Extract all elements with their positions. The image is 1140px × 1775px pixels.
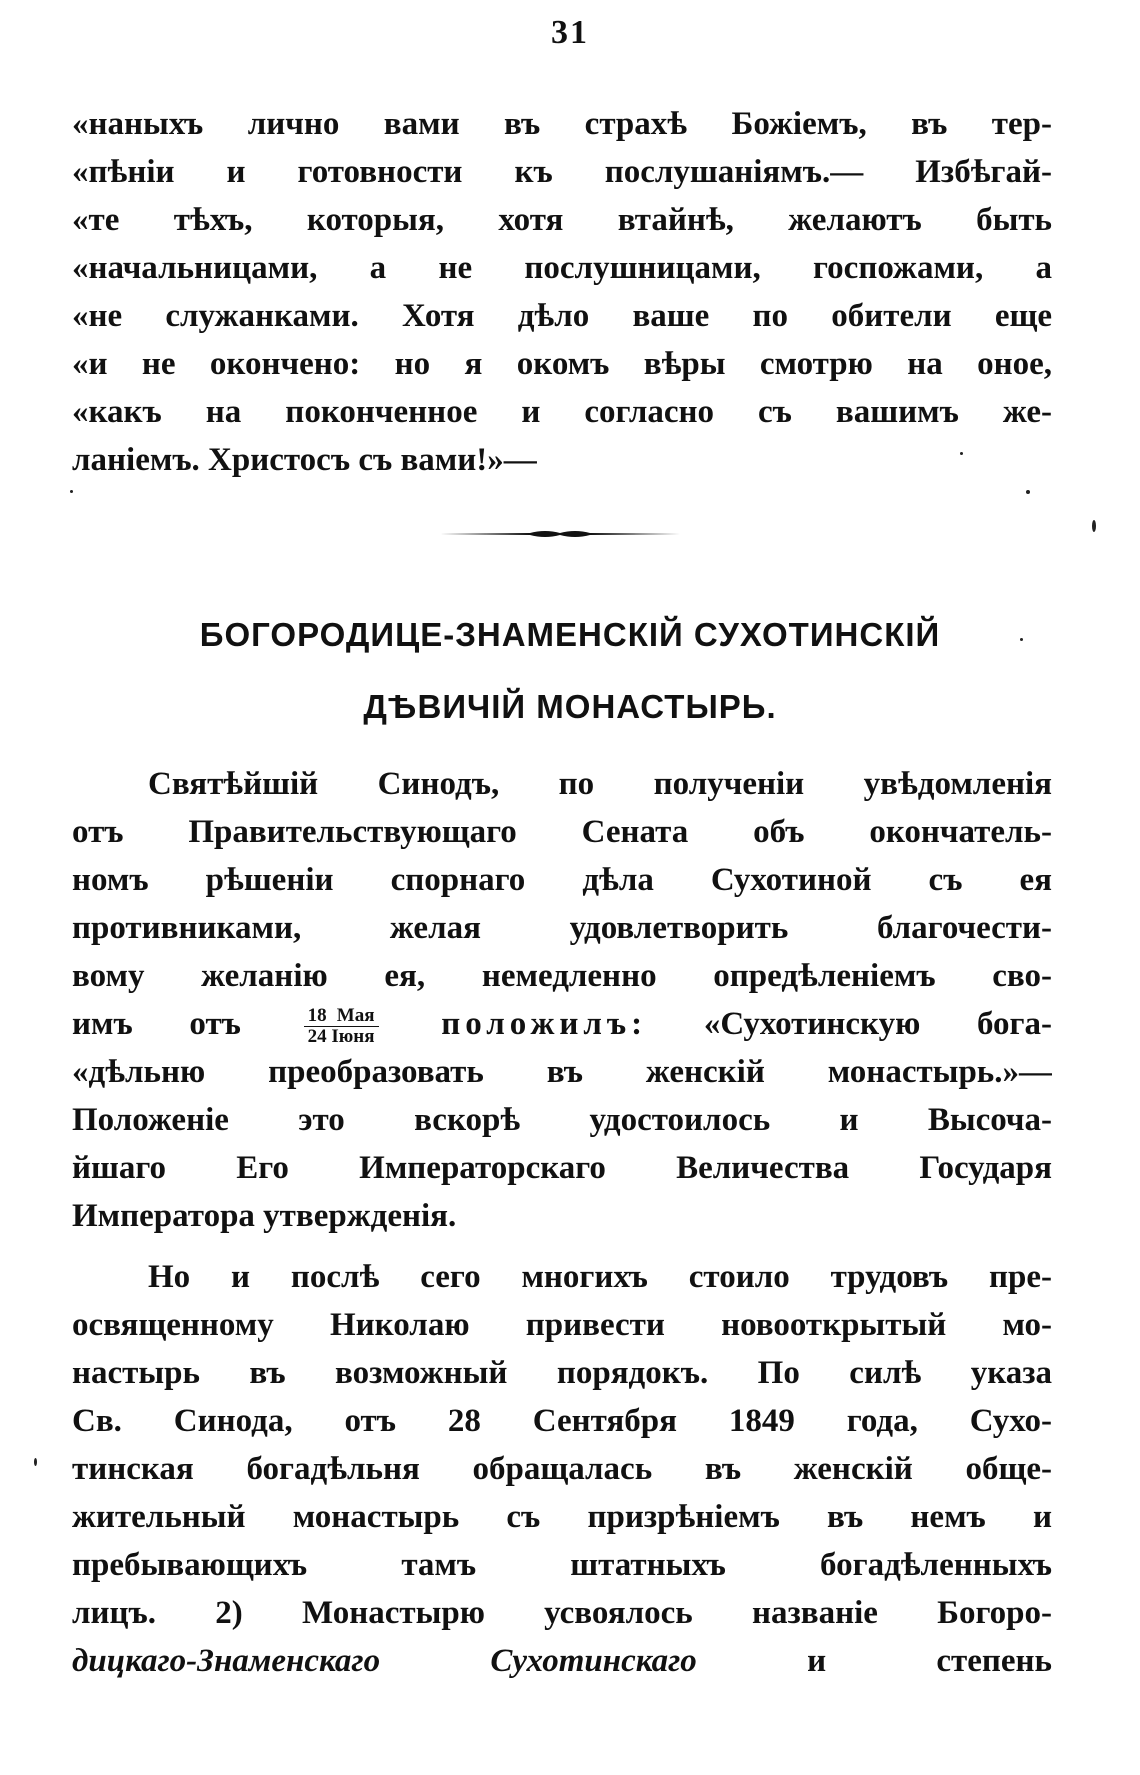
- scan-speck: [960, 452, 963, 455]
- date-fraction: [304, 1006, 379, 1047]
- date-top: 18 Мая: [304, 1006, 379, 1027]
- section-divider: [440, 528, 680, 540]
- text-line: отъ Правительствующаго Сената объ окончатель-: [72, 814, 1052, 850]
- scan-speck: [1092, 520, 1096, 532]
- text-line: «наныхъ лично вами въ страхѣ Божіемъ, въ тер-: [72, 106, 1052, 142]
- text-line: вому желанію ея, немедленно опредѣленіемъ сво-: [72, 958, 1052, 994]
- text-line: настырь въ возможный порядокъ. По силѣ указа: [72, 1355, 1052, 1391]
- text-line: лицъ. 2) Монастырю усвоялось названіе Богоро-: [72, 1595, 1052, 1631]
- line-end: и степень: [807, 1643, 1052, 1679]
- scan-speck: [34, 1458, 37, 1466]
- text-line: «те тѣхъ, которыя, хотя втайнѣ, желаютъ быть: [72, 202, 1052, 238]
- text-line: Но и послѣ сего многихъ стоило трудовъ пре-: [148, 1259, 1052, 1295]
- date-bottom: 24 Іюня: [307, 1025, 375, 1047]
- text-line: «не служанками. Хотя дѣло ваше по обители еще: [72, 298, 1052, 334]
- text-line-italic: [72, 1637, 1052, 1685]
- text-line: жительный монастырь съ призрѣніемъ въ немъ и: [72, 1499, 1052, 1535]
- paragraph-2: [72, 1253, 1052, 1685]
- text-line-with-date: [72, 1000, 1052, 1048]
- page-number: 31: [551, 14, 589, 51]
- text-line: номъ рѣшеніи спорнаго дѣла Сухотиной съ ея: [72, 862, 1052, 898]
- text-line: Положеніе это вскорѣ удостоилось и Высоча-: [72, 1102, 1052, 1138]
- scan-speck: [1020, 638, 1023, 641]
- section-heading-line-2: ДѢВИЧІЙ МОНАСТЫРЬ.: [363, 688, 777, 725]
- italic-name: дицкаго-Знаменскаго Сухотинскаго: [72, 1643, 697, 1679]
- text-line: «пѣніи и готовности къ послушаніямъ.— Избѣгай-: [72, 154, 1052, 190]
- scan-speck: [1026, 490, 1030, 494]
- text-line: ланіемъ. Христосъ съ вами!»—: [72, 442, 537, 478]
- text-line: пребывающихъ тамъ штатныхъ богадѣленныхъ: [72, 1547, 1052, 1583]
- text-line: тинская богадѣльня обращалась въ женскій обще-: [72, 1451, 1052, 1487]
- text-line: противниками, желая удовлетворить благочести-: [72, 910, 1052, 946]
- text-line: освященному Николаю привести новооткрытый мо-: [72, 1307, 1052, 1343]
- text-line: «дѣльню преобразовать въ женскій монастырь.»—: [72, 1054, 1052, 1090]
- section-heading-line-1: БОГОРОДИЦЕ-ЗНАМЕНСКІЙ СУХОТИНСКІЙ: [199, 616, 941, 653]
- continued-quote: [72, 100, 1052, 484]
- line-start: имъ отъ: [72, 1006, 241, 1042]
- text-line: Св. Синода, отъ 28 Сентября 1849 года, Сухо-: [72, 1403, 1052, 1439]
- text-line: «начальницами, а не послушницами, госпожами, а: [72, 250, 1052, 286]
- line-end: «Сухотинскую бога-: [703, 1006, 1052, 1042]
- text-line: «какъ на поконченное и согласно съ вашимъ же-: [72, 394, 1052, 430]
- spaced-word: положилъ:: [441, 1006, 648, 1042]
- text-line: Святѣйшій Синодъ, по полученіи увѣдомленія: [148, 766, 1052, 802]
- text-line: «и не окончено: но я окомъ вѣры смотрю на оное,: [72, 346, 1052, 382]
- text-line: Императора утвержденія.: [72, 1198, 457, 1234]
- scan-speck: [70, 490, 73, 493]
- paragraph-1: [72, 760, 1052, 1240]
- text-line: йшаго Его Императорскаго Величества Государя: [72, 1150, 1052, 1186]
